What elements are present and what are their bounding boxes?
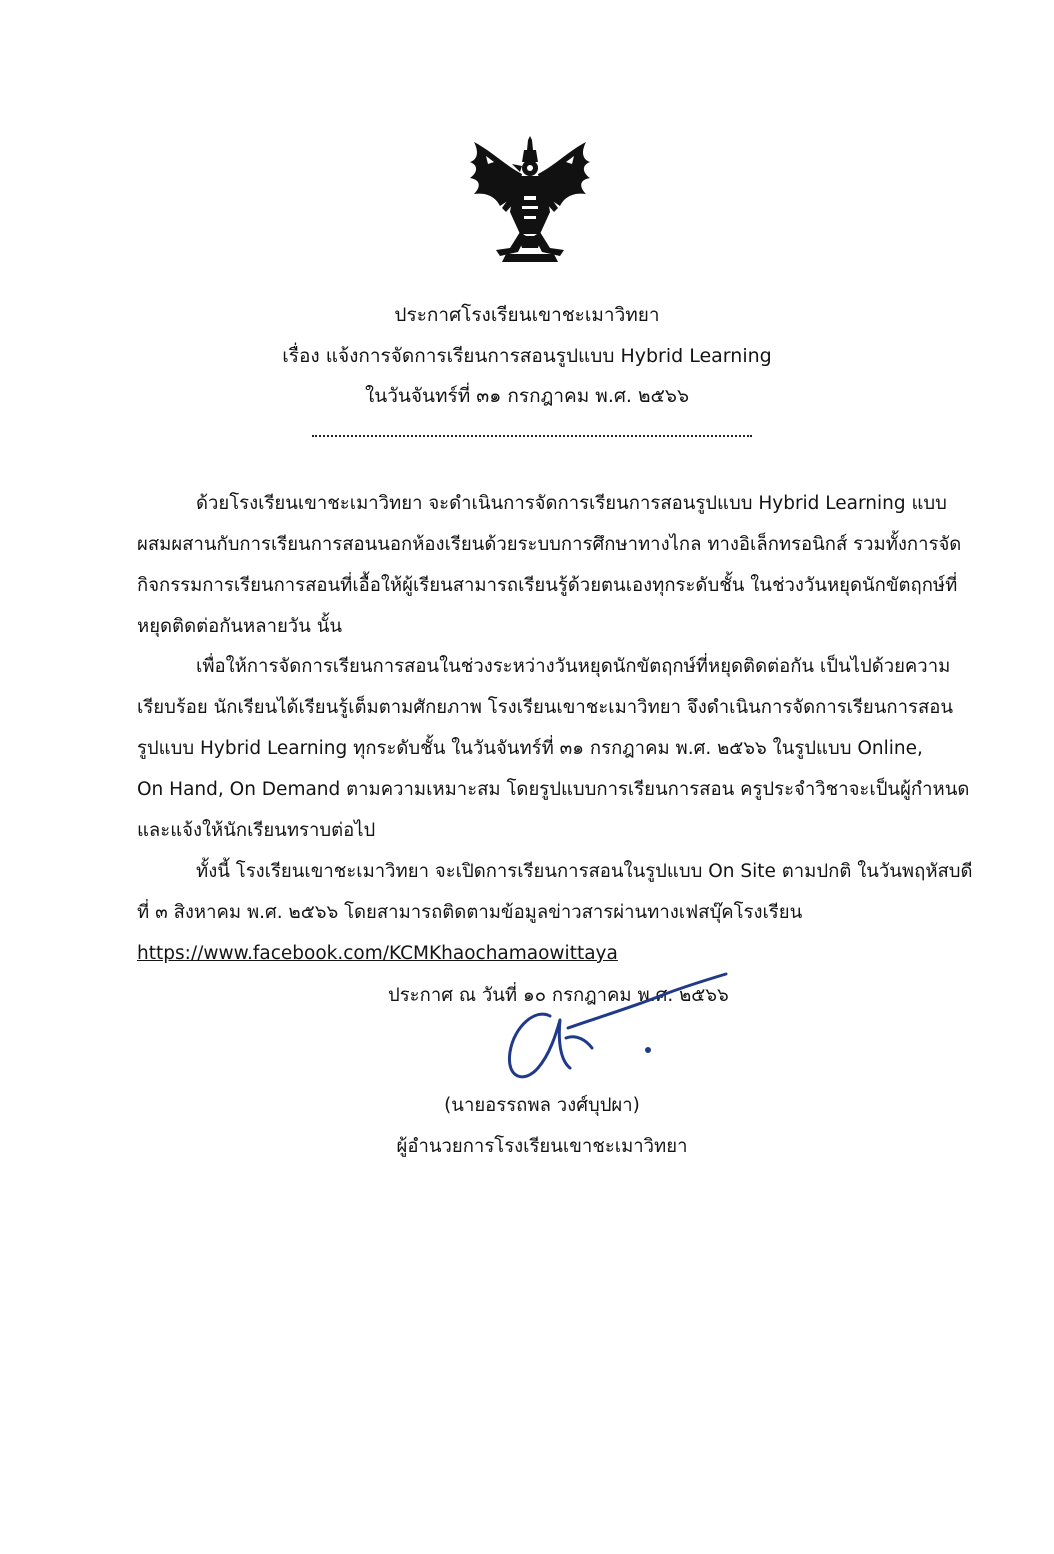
facebook-link[interactable]: https://www.facebook.com/KCMKhaochamaowittaya [137,943,618,964]
paragraph-line: ผสมผสานกับการเรียนการสอนนอกห้องเรียนด้วยระบบการศึกษาทางไกล ทางอิเล็กทรอนิกส์ รวมทั้งการจัด [137,534,962,555]
announcement-subject: เรื่อง แจ้งการจัดการเรียนการสอนรูปแบบ Hybrid Learning [282,345,772,367]
paragraph-line: ทั้งนี้ โรงเรียนเขาชะเมาวิทยา จะเปิดการเรียนการสอนในรูปแบบ On Site ตามปกติ ในวันพฤหัสบดี [196,861,973,882]
signer-name: (นายอรรถพล วงศ์บุปผา) [444,1095,640,1116]
announcement-issue-date: ประกาศ ณ วันที่ ๑๐ กรกฎาคม พ.ศ. ๒๕๖๖ [388,985,729,1006]
garuda-emblem-icon [466,136,594,268]
paragraph-line: On Hand, On Demand ตามความเหมาะสม โดยรูปแบบการเรียนการสอน ครูประจำวิชาจะเป็นผู้กำหนด [137,779,970,800]
paragraph-line: และแจ้งให้นักเรียนทราบต่อไป [137,820,376,841]
paragraph-line: รูปแบบ Hybrid Learning ทุกระดับชั้น ในวันจันทร์ที่ ๓๑ กรกฎาคม พ.ศ. ๒๕๖๖ ในรูปแบบ Online, [137,738,923,759]
announcement-date-line: ในวันจันทร์ที่ ๓๑ กรกฎาคม พ.ศ. ๒๕๖๖ [364,385,690,407]
paragraph-line: ด้วยโรงเรียนเขาชะเมาวิทยา จะดำเนินการจัดการเรียนการสอนรูปแบบ Hybrid Learning แบบ [196,493,947,514]
paragraph-line: หยุดติดต่อกันหลายวัน นั้น [137,616,343,637]
paragraph-line: เรียบร้อย นักเรียนได้เรียนรู้เต็มตามศักยภาพ โรงเรียนเขาชะเมาวิทยา จึงดำเนินการจัดการเรียนการสอน [137,697,953,718]
announcement-title: ประกาศโรงเรียนเขาชะเมาวิทยา [394,304,660,326]
dotted-divider [312,435,752,437]
paragraph-line: ที่ ๓ สิงหาคม พ.ศ. ๒๕๖๖ โดยสามารถติดตามข้อมูลข่าวสารผ่านทางเฟสบุ๊คโรงเรียน [137,902,803,923]
signature-mark [480,968,740,1098]
paragraph-line: กิจกรรมการเรียนการสอนที่เอื้อให้ผู้เรียนสามารถเรียนรู้ด้วยตนเองทุกระดับชั้น ในช่วงวันหยุดนักขัตฤกษ์ที่ [137,575,958,596]
signer-title: ผู้อำนวยการโรงเรียนเขาชะเมาวิทยา [396,1136,688,1157]
paragraph-line: เพื่อให้การจัดการเรียนการสอนในช่วงระหว่างวันหยุดนักขัตฤกษ์ที่หยุดติดต่อกัน เป็นไปด้วยความ [196,656,951,677]
